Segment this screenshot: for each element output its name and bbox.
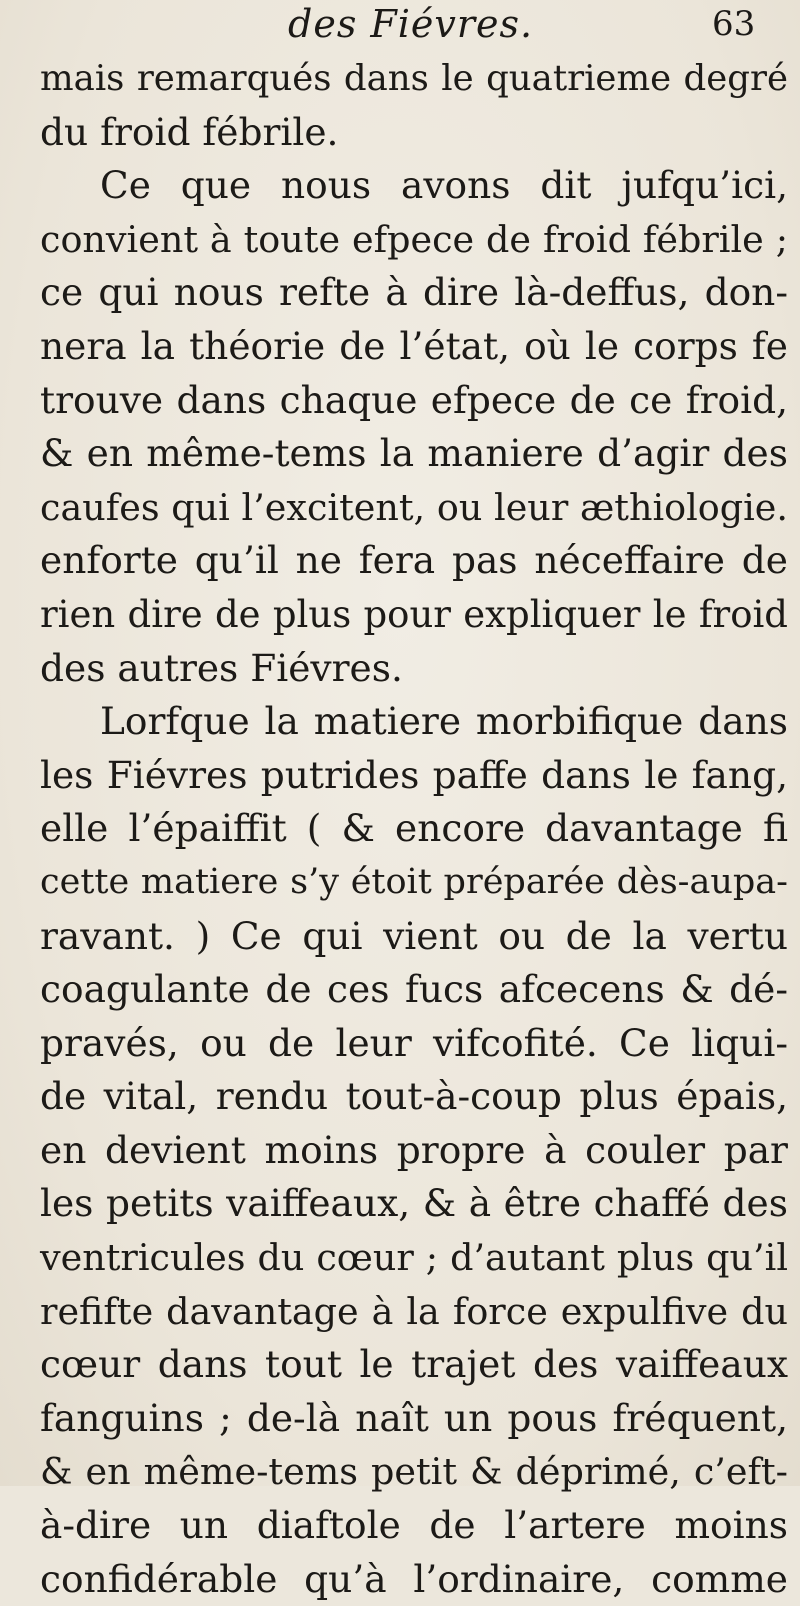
text-line: les petits vaiffeaux, & à être chaffé des xyxy=(40,1181,788,1226)
text-line: de vital, rendu tout-à-coup plus épais, xyxy=(40,1074,788,1119)
text-line: elle l’épaiffit ( & encore davantage fi xyxy=(40,806,788,851)
text-line: nera la théorie de l’état, où le corps fe xyxy=(40,323,788,368)
text-line: rien dire de plus pour expliquer le froid xyxy=(40,592,788,636)
text-line: en devient moins propre à couler par xyxy=(40,1127,788,1172)
page-header xyxy=(0,2,800,52)
text-line: trouve dans chaque efpece de ce froid, xyxy=(40,377,788,422)
text-line: & en même-tems petit & déprimé, c’eft- xyxy=(40,1450,788,1494)
text-line: confidérable qu’à l’ordinaire, comme xyxy=(40,1556,788,1601)
text-line: ventricules du cœur ; d’autant plus qu’il xyxy=(40,1236,788,1280)
text-line: coagulante de ces fucs afcecens & dé- xyxy=(40,967,788,1012)
text-line: Lorfque la matiere morbifique dans xyxy=(100,699,788,744)
text-line: pravés, ou de leur vifcofité. Ce liqui- xyxy=(40,1020,788,1065)
text-line: refifte davantage à la force expulfive du xyxy=(40,1289,788,1333)
text-line: ravant. ) Ce qui vient ou de la vertu xyxy=(40,913,788,958)
text-line: enforte qu’il ne fera pas néceffaire de xyxy=(40,538,788,583)
running-title: des Fiévres. xyxy=(288,2,534,46)
page-number: 63 xyxy=(712,4,756,44)
text-line: Ce que nous avons dit jufqu’ici, xyxy=(100,163,788,208)
text-line: des autres Fiévres. xyxy=(40,645,403,690)
text-line: & en même-tems la maniere d’agir des xyxy=(40,431,788,476)
text-line: mais remarqués dans le quatrieme degré xyxy=(40,58,788,99)
body-text xyxy=(40,52,788,1606)
text-line: les Fiévres putrides paffe dans le fang, xyxy=(40,752,788,797)
text-line: convient à toute efpece de froid fébrile ; xyxy=(40,217,788,261)
text-line: cœur dans tout le trajet des vaiffeaux xyxy=(40,1342,788,1387)
text-line: cette matiere s’y étoit préparée dès-aupa- xyxy=(40,861,788,902)
text-line: caufes qui l’excitent, ou leur æthiologie. xyxy=(40,485,788,529)
text-line: ce qui nous refte à dire là-deffus, don- xyxy=(40,270,788,315)
text-line: du froid fébrile. xyxy=(40,109,339,154)
text-line: fanguins ; de-là naît un pous fréquent, xyxy=(40,1395,788,1440)
text-line: à-dire un diaftole de l’artere moins xyxy=(40,1503,788,1548)
